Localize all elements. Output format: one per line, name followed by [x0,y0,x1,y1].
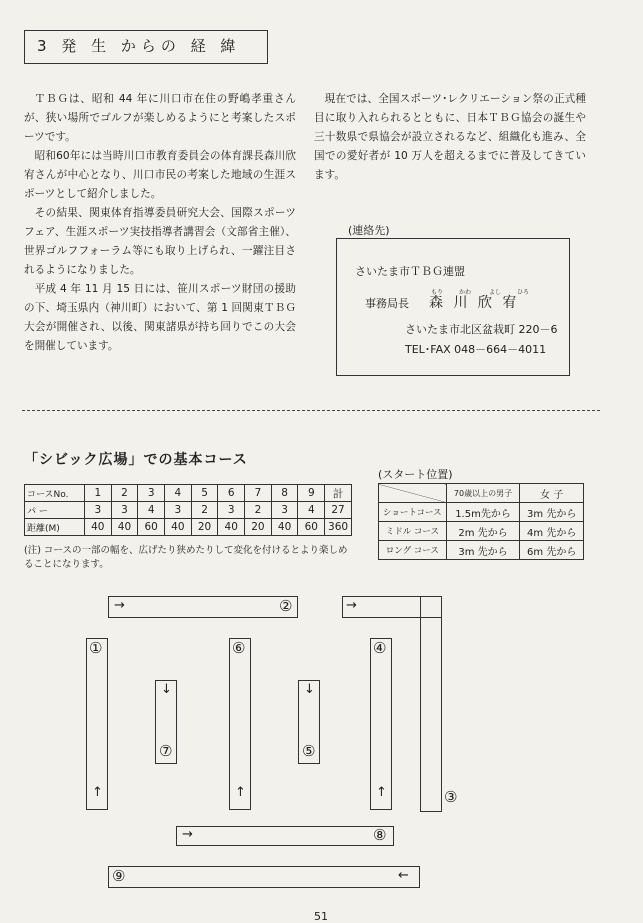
course-lane-8 [176,826,394,846]
table-cell: 3 [218,502,245,519]
table-cell: 40 [165,519,192,536]
course-number-5: ⑤ [302,742,316,760]
course-section-title: 「シビック広場」での基本コース [24,452,248,468]
table-cell: 4 [138,502,165,519]
ruby-text: ひろ [517,289,530,296]
table-cell: 20 [191,519,218,536]
contact-label: (連絡先) [348,224,390,237]
arrow-right-icon: → [346,598,357,613]
table-cell: 6m 先から [520,541,584,560]
table-cell: 40 [271,519,298,536]
course-number-2: ② [279,597,293,615]
table-cell: 2 [111,485,138,502]
start-position-label: (スタート位置) [378,468,453,481]
table-cell: 2m 先から [446,522,520,541]
table-row [25,502,352,519]
contact-box [336,238,570,376]
table-cell: ミドル コース [379,522,447,541]
table-cell-diagonal [379,484,447,503]
table-cell: 2 [245,502,272,519]
table-row [25,485,352,502]
contact-name: 森 川 欣 宥 [429,295,520,311]
table-cell: 40 [111,519,138,536]
table-cell: パ ー [25,502,85,519]
ruby-text: かわ [459,289,472,296]
table-cell: 3 [138,485,165,502]
contact-org: さいたま市ＴＢＧ連盟 [355,265,465,278]
table-cell: ショートコース [379,503,447,522]
table-row [25,519,352,536]
table-row [379,503,584,522]
table-row [379,522,584,541]
section-heading: 3 発 生 からの 経 緯 [24,30,268,64]
arrow-up-icon: ↑ [235,785,246,800]
table-cell: 3 [84,502,111,519]
current-status-text [314,90,586,185]
table-cell: 3 [165,502,192,519]
arrow-left-icon: ← [398,868,409,883]
table-cell: 1.5m先から [446,503,520,522]
paragraph: 現在では、全国スポーツ･レクリエーション祭の正式種目に取り入れられるとともに、日本ＴＢＧ協会の誕生や三十数県で県協会が設立されるなど、組織化も進み、全国での愛好者が 10 万人を超えるまでに普及してきています。 [314,93,586,181]
course-number-3: ③ [444,788,458,806]
table-cell: 40 [84,519,111,536]
course-number-4: ④ [373,639,387,657]
history-text [24,90,296,356]
table-cell: 2 [191,502,218,519]
table-cell: 距離(M) [25,519,85,536]
table-cell: 8 [271,485,298,502]
arrow-right-icon: → [114,598,125,613]
table-cell: 360 [325,519,352,536]
course-lane-9 [108,866,420,888]
course-number-6: ⑥ [232,639,246,657]
page-number: 51 [314,910,328,923]
course-note: (注) コースの一部の幅を、広げたり狭めたりして変化を付けるとより楽しめることになります。 [24,545,348,570]
table-cell: 60 [298,519,325,536]
course-number-1: ① [89,639,103,657]
contact-address: さいたま市北区盆栽町 220－6 [405,323,558,336]
arrow-right-icon: → [182,827,193,842]
table-cell: コースNo. [25,485,85,502]
course-lane-3-side [420,596,442,812]
course-number-8: ⑧ [373,826,387,844]
table-cell: 3 [111,502,138,519]
start-position-table [378,483,584,560]
table-cell: 3m 先から [520,503,584,522]
table-cell: 1 [84,485,111,502]
table-cell: 4m 先から [520,522,584,541]
ruby-text: もり [431,289,444,296]
table-cell: 計 [325,485,352,502]
dashed-divider [22,410,600,411]
course-number-9: ⑨ [112,867,126,885]
table-row [379,484,584,503]
ruby-text: よし [489,289,502,296]
arrow-down-icon: ↓ [304,682,315,697]
table-cell: 4 [165,485,192,502]
table-cell: 女 子 [520,484,584,503]
course-lane-2 [108,596,298,618]
table-cell: 3m 先から [446,541,520,560]
table-cell: 5 [191,485,218,502]
paragraph: 平成 4 年 11 月 15 日には、笹川スポーツ財団の援助の下、埼玉県内（神川町）において、第 1 回関東ＴＢＧ大会が開催され、以後、関東諸県が持ち回りでこの大会を開催しています。 [24,283,296,352]
table-row [379,541,584,560]
course-table [24,484,352,536]
contact-role: 事務局長 [365,297,409,310]
contact-phone: TEL･FAX 048－664－4011 [405,343,547,356]
table-cell: 60 [138,519,165,536]
table-cell: 4 [298,502,325,519]
arrow-up-icon: ↑ [376,785,387,800]
table-cell: 9 [298,485,325,502]
table-cell: 70歳以上の男子 [446,484,520,503]
paragraph: 昭和60年には当時川口市教育委員会の体育課長森川欣宥さんが中心となり、川口市民の考案した地域の生涯スポーツとして紹介しました。 [24,150,296,200]
table-cell: 20 [245,519,272,536]
paragraph: その結果、関東体育指導委員研究大会、国際スポーツフェア、生涯スポーツ実技指導者講習会（文部省主催）、世界ゴルフフォーラム等にも取り上げられ、一躍注目されるようになりました。 [24,207,296,276]
table-cell: ロング コース [379,541,447,560]
paragraph: ＴＢＧは、昭和 44 年に川口市在住の野嶋孝重さんが、狭い場所でゴルフが楽しめるようにと考案したスポーツです。 [24,93,296,143]
arrow-up-icon: ↑ [92,785,103,800]
table-cell: 7 [245,485,272,502]
arrow-down-icon: ↓ [161,682,172,697]
table-cell: 40 [218,519,245,536]
table-cell: 3 [271,502,298,519]
table-cell: 6 [218,485,245,502]
table-cell: 27 [325,502,352,519]
course-number-7: ⑦ [159,742,173,760]
